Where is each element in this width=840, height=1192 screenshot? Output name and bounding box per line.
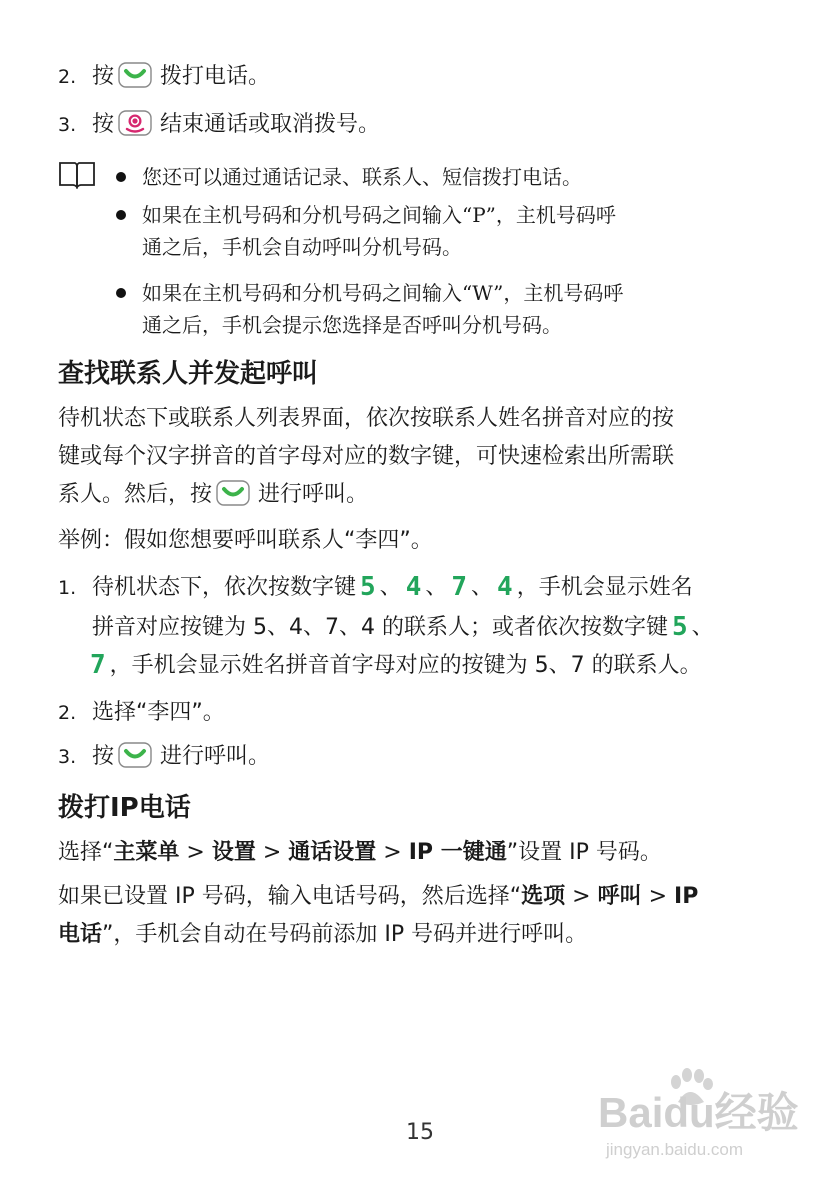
menu-path-options: 选项 — [521, 884, 566, 909]
note-2-line-2: 通之后，手机会自动呼叫分机号码。 — [142, 235, 462, 259]
search-step-1-line-1: 1. 待机状态下，依次按数字键 5 、 4 、 7 、 4 ，手机会显示姓名 — [58, 572, 693, 602]
search-step-3: 3. 按 进行呼叫。 — [58, 742, 270, 772]
note-bullet — [116, 288, 126, 298]
baidu-watermark — [588, 1068, 808, 1178]
step-3-end: 3. 按 结束通话或取消拨号。 — [58, 110, 380, 140]
search-step-1-line-2: 拼音对应按键为 5、4、7、4 的联系人；或者依次按数字键 5 、 — [92, 612, 714, 642]
step-number: 3. — [58, 114, 77, 136]
search-step-1-line-3: 7 ，手机会显示姓名拼音首字母对应的按键为 5、7 的联系人。 — [90, 650, 702, 680]
digit-key-4: 4 — [405, 572, 422, 602]
section-heading-ip-call: 拨打IP电话 — [58, 793, 191, 823]
step-number: 3. — [58, 746, 77, 768]
call-key-icon — [118, 62, 152, 88]
note-1: 您还可以通过通话记录、联系人、短信拨打电话。 — [142, 165, 582, 189]
digit-key-7: 7 — [451, 572, 468, 602]
watermark-url: jingyan.baidu.com — [606, 1140, 744, 1159]
section1-para-line-1: 待机状态下或联系人列表界面，依次按联系人姓名拼音对应的按 — [58, 406, 675, 431]
step-number: 1. — [58, 577, 77, 599]
digit-key-5: 5 — [671, 612, 688, 642]
digit-key-5: 5 — [360, 572, 376, 602]
digit-key-4: 4 — [497, 572, 513, 602]
call-key-icon — [216, 480, 250, 506]
note-book-icon — [58, 160, 96, 190]
end-key-icon — [118, 110, 152, 136]
menu-path-call: 呼叫 — [597, 884, 642, 909]
page-number: 15 — [406, 1120, 434, 1145]
call-key-icon — [118, 742, 152, 768]
menu-path-ip: IP — [674, 884, 699, 909]
menu-path-ip-call: 电话 — [58, 922, 103, 947]
section1-para-line-2: 键或每个汉字拼音的首字母对应的数字键，可快速检索出所需联 — [58, 444, 675, 469]
watermark-brand: Baidu经验 — [598, 1089, 799, 1136]
note-2-line-1: 如果在主机号码和分机号码之间输入“P”，主机号码呼 — [142, 203, 616, 227]
note-bullet — [116, 210, 126, 220]
section1-para-line-3: 系人。然后，按 进行呼叫。 — [58, 482, 369, 507]
menu-path-settings: 设置 — [211, 840, 256, 865]
note-3-line-1: 如果在主机号码和分机号码之间输入“W”，主机号码呼 — [142, 281, 624, 305]
menu-path-main-menu: 主菜单 — [113, 840, 180, 865]
ip-setting-path: 选择“主菜单 > 设置 > 通话设置 > IP 一键通”设置 IP 号码。 — [58, 840, 662, 865]
step-2-call: 2. 按 拨打电话。 — [58, 62, 270, 92]
note-3-line-2: 通之后，手机会提示您选择是否呼叫分机号码。 — [142, 313, 562, 337]
section-heading-search-contact: 查找联系人并发起呼叫 — [58, 359, 319, 389]
digit-key-7: 7 — [90, 650, 106, 680]
menu-path-ip-one-key: IP 一键通 — [408, 840, 507, 865]
step-number: 2. — [58, 66, 77, 88]
ip-call-para-line-1: 如果已设置 IP 号码，输入电话号码，然后选择“选项 > 呼叫 > IP — [58, 884, 699, 909]
ip-call-para-line-2: 电话”，手机会自动在号码前添加 IP 号码并进行呼叫。 — [58, 922, 588, 947]
note-bullet — [116, 172, 126, 182]
menu-path-call-settings: 通话设置 — [288, 840, 377, 865]
example-text: 举例：假如您想要呼叫联系人“李四”。 — [58, 528, 433, 553]
search-step-2: 2. 选择“李四”。 — [58, 698, 225, 728]
step-number: 2. — [58, 702, 77, 724]
